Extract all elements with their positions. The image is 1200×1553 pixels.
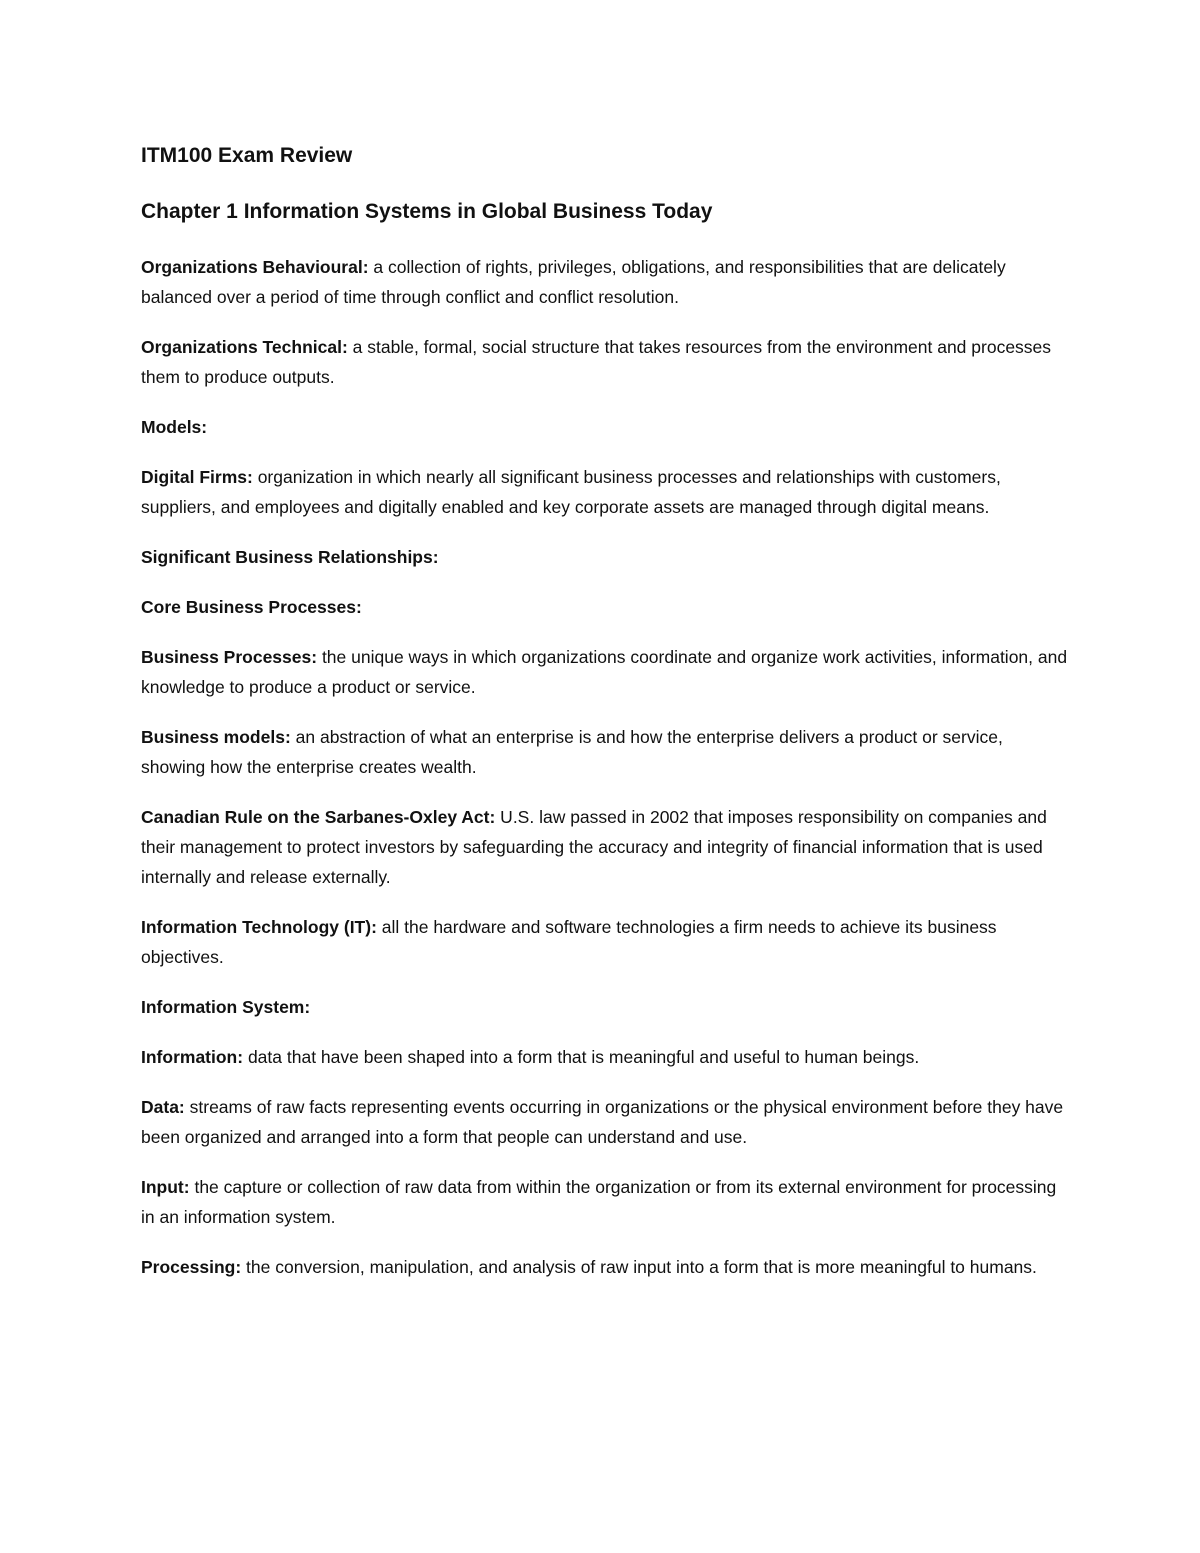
- definition-text: a collection of rights, privileges, obligations, and responsibilities that are delicately balanced over a period of time through conflict and conflict resolution.: [141, 257, 1006, 307]
- definition-term: Information Technology (IT):: [141, 917, 377, 937]
- definition-text: the unique ways in which organizations coordinate and organize work activities, information, and knowledge to produce a product or service.: [141, 647, 1068, 697]
- definitions-list: [141, 252, 1071, 1282]
- definition-term: Information System:: [141, 997, 311, 1017]
- definition-entry: [141, 332, 1071, 392]
- definition-term: Input:: [141, 1177, 190, 1197]
- definition-term: Significant Business Relationships:: [141, 547, 439, 567]
- definition-entry: [141, 912, 1071, 972]
- definition-text: all the hardware and software technologies a firm needs to achieve its business objectives.: [141, 917, 997, 967]
- definition-entry: [141, 802, 1071, 892]
- document-page: [141, 140, 1071, 1302]
- definition-entry: [141, 1172, 1071, 1232]
- definition-term: Core Business Processes:: [141, 597, 362, 617]
- definition-term: Processing:: [141, 1257, 242, 1277]
- definition-term: Data:: [141, 1097, 185, 1117]
- definition-text: an abstraction of what an enterprise is and how the enterprise delivers a product or service, showing how the enterprise creates wealth.: [141, 727, 1003, 777]
- definition-term: Organizations Behavioural:: [141, 257, 369, 277]
- definition-entry: [141, 1092, 1071, 1152]
- definition-entry: [141, 462, 1071, 522]
- definition-entry: [141, 722, 1071, 782]
- definition-entry: [141, 642, 1071, 702]
- definition-entry: [141, 252, 1071, 312]
- definition-text: the conversion, manipulation, and analysis of raw input into a form that is more meaningful to humans.: [241, 1257, 1037, 1277]
- definition-term: Organizations Technical:: [141, 337, 348, 357]
- definition-entry: [141, 592, 1071, 622]
- definition-term: Models:: [141, 417, 208, 437]
- definition-term: Business models:: [141, 727, 291, 747]
- definition-text: a stable, formal, social structure that takes resources from the environment and processes them to produce outputs.: [141, 337, 1052, 387]
- definition-term: Digital Firms:: [141, 467, 253, 487]
- definition-text: the capture or collection of raw data from within the organization or from its external environment for processing in an information system.: [141, 1177, 1057, 1227]
- definition-text: data that have been shaped into a form that is meaningful and useful to human beings.: [243, 1047, 920, 1067]
- definition-entry: [141, 1042, 1071, 1072]
- document-title: ITM100 Exam Review: [141, 144, 353, 167]
- definition-entry: [141, 412, 1071, 442]
- chapter-title: Chapter 1 Information Systems in Global Business Today: [141, 200, 713, 223]
- definition-text: organization in which nearly all significant business processes and relationships with customers, suppliers, and employees and digitally enabled and key corporate assets are managed through digital means.: [141, 467, 1001, 517]
- definition-entry: [141, 542, 1071, 572]
- definition-text: U.S. law passed in 2002 that imposes responsibility on companies and their management to protect investors by safeguarding the accuracy and integrity of financial information that is used internally and release externally.: [141, 807, 1047, 887]
- definition-term: Canadian Rule on the Sarbanes-Oxley Act:: [141, 807, 496, 827]
- definition-text: streams of raw facts representing events occurring in organizations or the physical environment before they have been organized and arranged into a form that people can understand and use.: [141, 1097, 1064, 1147]
- definition-entry: [141, 992, 1071, 1022]
- definition-entry: [141, 1252, 1071, 1282]
- definition-term: Information:: [141, 1047, 244, 1067]
- definition-term: Business Processes:: [141, 647, 318, 667]
